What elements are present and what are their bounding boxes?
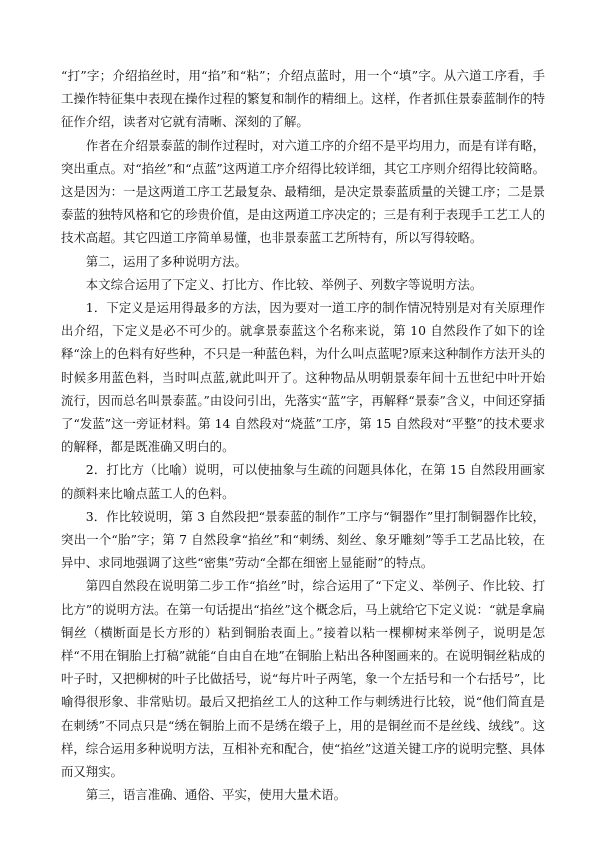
paragraph-definition: 1．下定义是运用得最多的方法，因为要对一道工序的制作情况特别是对有关原理作出介绍，下定义是必不可少的。就拿景泰蓝这个名称来说，第 10 自然段作了如下的诠释“涂上的色料有好些种，不只是一种蓝色料，为什么叫点蓝呢?原来这种制作方法开头的时候多用蓝色料，当时叫点蓝,就此叫开了。这种物品从明朝景泰年间十五世纪中叶开始流行，因而总名叫景泰蓝。”由设问引出，先落实“蓝”字，再解释“景泰”含义，中间还穿插了“发蓝”这一旁证材料。第 14 自然段对“烧蓝”工序，第 15 自然段对“平整”的技术要求的解释，都是既准确又明白的。 (61, 300, 545, 455)
heading-second-point: 第二，运用了多种说明方法。 (85, 253, 247, 269)
paragraph-filigree-example: 第四自然段在说明第二步工作“掐丝”时，综合运用了“下定义、举例子、作比较、打比方”的说明方法。在第一句话提出“掐丝”这个概念后，马上就给它下定义说：“就是拿扁铜丝（横断面是长方形的）粘到铜胎表面上。”接着以粘一棵柳树来举例子，说明是怎样“不用在铜胎上打稿”就能“自由自在地”在铜胎上粘出各种图画来的。在说明铜丝粘成的叶子时，又把柳树的叶子比做括号，说“每片叶子两笔，象一个左括号和一个右括号”，比喻得很形象、非常贴切。最后又把掐丝工人的这种工作与刺绣进行比较，说“他们简直是在刺绣”不同点只是“绣在铜胎上而不是绣在缎子上，用的是铜丝而不是丝线、绒线”。这样，综合运用多种说明方法，互相补充和配合，使“掐丝”这道关键工序的说明完整、具体而又翔实。 (61, 578, 545, 780)
paragraph-continuation: “打”字；介绍掐丝时，用“掐”和“粘”；介绍点蓝时，用一个“填”字。从六道工序看，手工操作特征集中表现在操作过程的繁复和制作的精细上。这样，作者抓住景泰蓝制作的特征作介绍，读者对它就有清晰、深刻的了解。 (61, 68, 545, 130)
heading-third-point: 第三，语言准确、通俗、平实，使用大量术语。 (85, 787, 346, 803)
paragraph-methods-summary: 本文综合运用了下定义、打比方、作比较、举例子、列数字等说明方法。 (85, 276, 483, 292)
paragraph-metaphor: 2．打比方（比喻）说明，可以使抽象与生疏的问题具体化，在第 15 自然段用画家的颜料来比喻点蓝工人的色料。 (61, 462, 545, 501)
paragraph-detail-emphasis: 作者在介绍景泰蓝的制作过程时，对六道工序的介绍不是平均用力，而是有详有略，突出重点。对“掐丝”和“点蓝”这两道工序介绍得比较详细，其它工序则介绍得比较简略。这是因为：一是这两道工序工艺最复杂、最精细，是决定景泰蓝质量的关键工序；二是景泰蓝的独特风格和它的珍贵价值，是由这两道工序决定的；三是有利于表现手工艺工人的技术高超。其它四道工序简单易懂，也非景泰蓝工艺所特有，所以写得较略。 (61, 137, 545, 246)
paragraph-comparison: 3．作比较说明，第 3 自然段把“景泰蓝的制作”工序与“铜器作”里打制铜器作比较，突出一个“胎”字；第 7 自然段拿“掐丝”和“刺绣、刻丝、象牙雕刻”等手工艺品比较，在异中、求同地强调了这些“密集”劳动“全都在细密上显能耐”的特点。 (61, 508, 545, 571)
